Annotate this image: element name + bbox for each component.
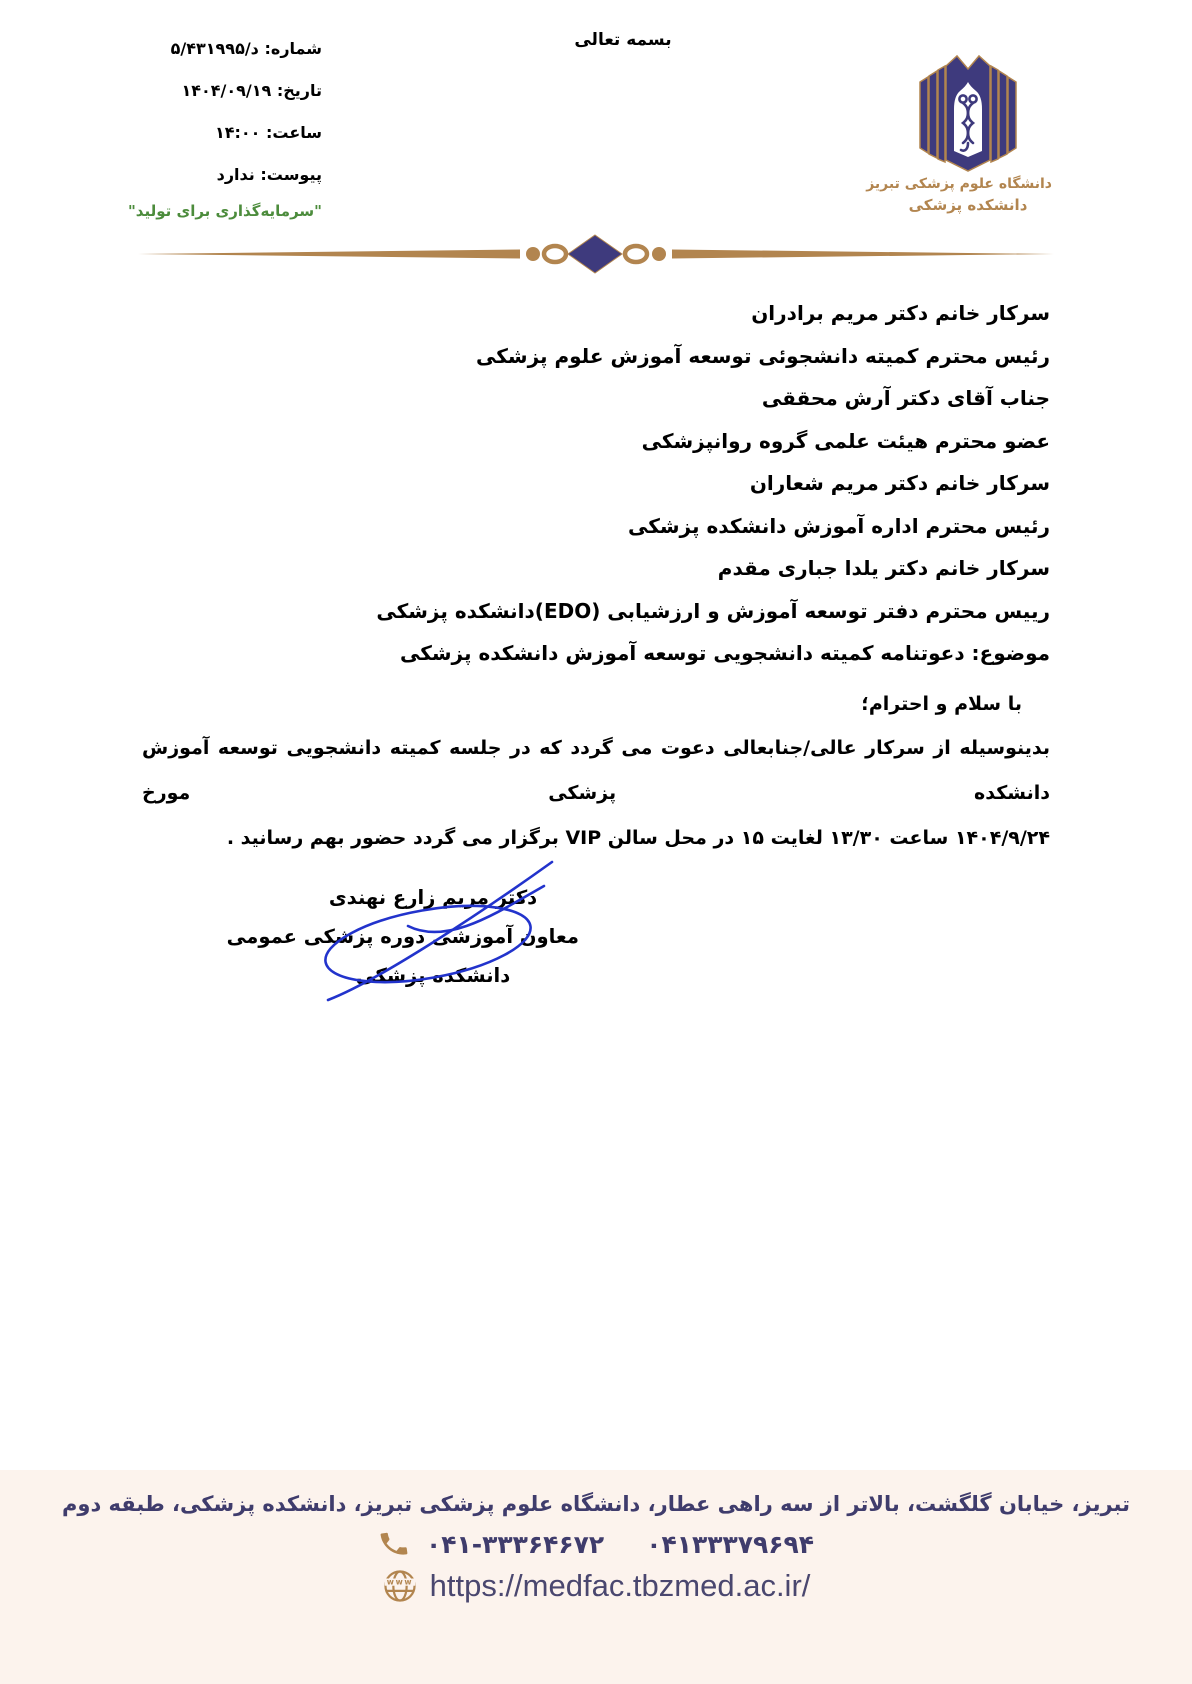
footer-phone-1: ۰۴۱-۳۳۳۶۴۶۷۲ — [425, 1529, 605, 1559]
paragraph-line-1: بدینوسیله از سرکار عالی/جنابعالی دعوت می گردد که در جلسه کمیته دانشجویی توسعه آموزش دانشکده پزشکی مورخ — [142, 736, 1050, 804]
attachment-label: پیوست: — [260, 165, 322, 184]
number-label: شماره: — [264, 39, 322, 58]
year-slogan: "سرمایه‌گذاری برای تولید" — [127, 202, 322, 220]
subject-line: موضوع: دعوتنامه کمیته دانشجویی توسعه آموزش دانشکده پزشکی — [400, 641, 1050, 665]
recipient-line: سرکار خانم دکتر مریم شعاران — [749, 471, 1050, 495]
recipient-line: عضو محترم هیئت علمی گروه روانپزشکی — [641, 428, 1050, 453]
phone-icon — [378, 1528, 410, 1560]
recipient-line: رئیس محترم کمیته دانشجوئی توسعه آموزش علوم پزشکی — [476, 343, 1050, 368]
recipient-line: جناب آقای دکتر آرش محققی — [761, 386, 1050, 410]
attachment-value: ندارد — [216, 165, 255, 184]
svg-text:www: www — [386, 1577, 413, 1587]
logo-faculty-name: دانشکده پزشکی — [908, 196, 1028, 214]
university-logo-icon — [907, 54, 1029, 172]
logo-org-name: دانشگاه علوم پزشکی تبریز — [866, 176, 1052, 192]
time-value: ۱۴:۰۰ — [214, 123, 261, 142]
university-logo — [866, 54, 1052, 214]
footer-phone-row — [0, 1528, 1192, 1560]
recipient-line: رییس محترم دفتر توسعه آموزش و ارزشیابی (EDO)دانشکده پزشکی — [376, 598, 1050, 623]
recipient-line: سرکار خانم دکتر یلدا جباری مقدم — [717, 556, 1050, 580]
signer-name: دکتر مریم زارع نهندی — [328, 886, 538, 909]
date-value: ۱۴۰۴/۰۹/۱۹ — [181, 81, 272, 100]
letter-attachment-line — [118, 154, 322, 196]
time-label: ساعت: — [265, 123, 322, 142]
footer-band — [0, 1470, 1192, 1684]
footer-url-link[interactable]: https://medfac.tbzmed.ac.ir/ — [429, 1568, 811, 1603]
salutation-line: با سلام و احترام؛ — [861, 692, 1022, 715]
number-value: ۵/د/۴۳۱۹۹۵ — [170, 39, 259, 58]
letter-date-line — [118, 70, 322, 112]
globe-www-icon — [382, 1568, 418, 1604]
date-label: تاریخ: — [276, 81, 322, 100]
signer-faculty: دانشکده پزشکی — [355, 964, 511, 987]
handwritten-signature-icon — [300, 852, 565, 1007]
footer-url-row — [0, 1568, 1192, 1604]
letter-time-line — [118, 112, 322, 154]
paragraph-line-2: ۱۴۰۴/۹/۲۴ ساعت ۱۳/۳۰ لغایت ۱۵ در محل سالن VIP برگزار می گردد حضور بهم رسانید . — [226, 826, 1050, 849]
footer-phone-2: ۰۴۱۳۳۳۷۹۶۹۴ — [646, 1529, 815, 1559]
letter-body — [142, 292, 1050, 861]
recipient-line: سرکار خانم دکتر مریم برادران — [751, 301, 1050, 325]
ornamental-divider-icon — [136, 234, 1056, 274]
letter-meta-block — [118, 28, 322, 220]
signer-title: معاون آموزشی دوره پزشکی عمومی — [226, 925, 579, 948]
letter-number-line — [118, 28, 322, 70]
recipient-line: رئیس محترم اداره آموزش دانشکده پزشکی — [628, 513, 1050, 538]
basmala-text: بسمه تعالی — [574, 30, 672, 50]
footer-address: تبریز، خیابان گلگشت، بالاتر از سه راهی عطار، دانشگاه علوم پزشکی تبریز، دانشکده پزشکی، طبقه دوم — [62, 1492, 1130, 1516]
